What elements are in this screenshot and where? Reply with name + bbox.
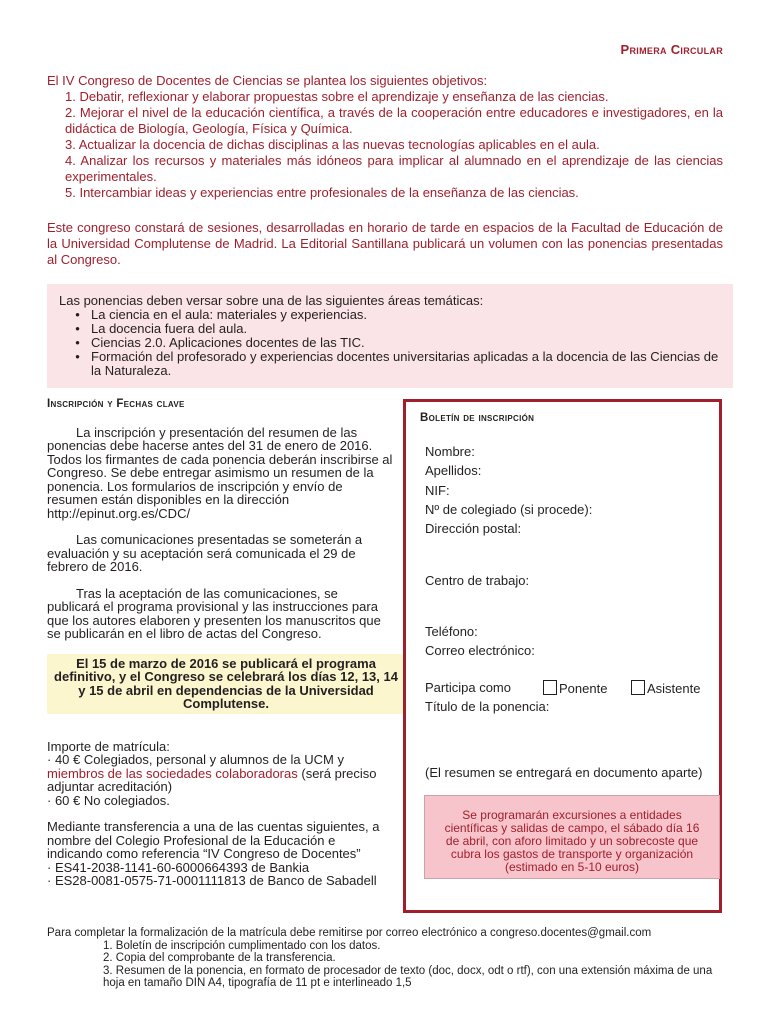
theme-item: • La docencia fuera del aula. bbox=[87, 322, 721, 336]
checkbox-speaker[interactable] bbox=[543, 680, 557, 695]
theme-item: • La ciencia en el aula: materiales y experiencias. bbox=[87, 308, 721, 322]
option-speaker[interactable] bbox=[543, 680, 607, 696]
field-name-label: Nombre: bbox=[425, 444, 475, 459]
field-workplace-label: Centro de trabajo: bbox=[425, 573, 530, 588]
summary-note: (El resumen se entregará en documento aparte) bbox=[425, 765, 703, 780]
field-address-label: Dirección postal: bbox=[425, 521, 522, 536]
registration-paragraph-1: La inscripción y presentación del resumen de las ponencias debe hacerse antes del 31 de enero de 2016. Todos los firmantes de cada ponencia deberán inscribirse al Congreso. Se debe entregar asimismo un resumen de la ponencia. Los formularios de inscripción y envío de resumen están disponibles en la dirección http://epinut.org.es/CDC/ bbox=[47, 424, 393, 521]
registration-form-box bbox=[403, 399, 722, 913]
form-title: Boletín de inscripción bbox=[420, 412, 535, 424]
themes-lead: Las ponencias deben versar sobre una de las siguientes áreas temáticas: bbox=[59, 293, 484, 308]
bank-account-2: · ES28-0081-0575-71-0001111813 de Banco de Sabadell bbox=[47, 873, 377, 888]
fee-colegiados-text: · 40 € Colegiados, personal y alumnos de la UCM y bbox=[47, 752, 344, 767]
objective-item: 4. Analizar los recursos y materiales más idóneos para implicar al alumnado en el aprendizaje de las ciencias experimentales. bbox=[65, 153, 723, 184]
footer-item: 2. Copia del comprobante de la transferencia. bbox=[103, 952, 336, 965]
registration-title: Inscripción y Fechas clave bbox=[47, 398, 185, 410]
fee-title: Importe de matrícula: bbox=[47, 738, 170, 754]
option-attendee-label: Asistente bbox=[647, 681, 701, 696]
objective-item: 1. Debatir, reflexionar y elaborar propuestas sobre el aprendizaje y enseñanza de las ciencias. bbox=[65, 89, 609, 104]
option-speaker-label: Ponente bbox=[559, 681, 608, 696]
theme-item: • Formación del profesorado y experiencias docentes universitarias aplicadas a la docencia de las Ciencias de la Naturaleza. bbox=[87, 350, 721, 378]
fee-no-colegiados: · 60 € No colegiados. bbox=[47, 792, 170, 808]
fee-societies-text: miembros de las sociedades colaboradoras bbox=[47, 765, 298, 781]
transfer-instructions: Mediante transferencia a una de las cuentas siguientes, a nombre del Colegio Profesional de la Educación e indicando como referencia “IV Congreso de Docentes” bbox=[47, 819, 380, 861]
page-header: Primera Circular bbox=[620, 42, 723, 57]
footer-list bbox=[47, 940, 737, 990]
objectives-lead: El IV Congreso de Docentes de Ciencias se plantea los siguientes objetivos: bbox=[47, 73, 488, 88]
fee-accreditation-text: (será preciso adjuntar acreditación) bbox=[47, 765, 377, 794]
objectives-list bbox=[47, 89, 723, 201]
themes-list bbox=[59, 308, 721, 378]
field-paper-title-label: Título de la ponencia: bbox=[425, 699, 550, 714]
excursion-notice: Se programarán excursiones a entidades científicas y salidas de campo, el sábado día 16 de abril, con aforo limitado y un sobrecoste que cubra los gastos de transporte y organización (estimado en 5-10 euros) bbox=[424, 795, 720, 879]
option-attendee[interactable] bbox=[631, 680, 700, 696]
theme-item: • Ciencias 2.0. Aplicaciones docentes de las TIC. bbox=[87, 336, 721, 350]
footer-lead: Para completar la formalización de la matrícula debe remitirse por correo electrónico a congreso.docentes@gmail.com bbox=[47, 927, 652, 939]
footer-item: 3. Resumen de la ponencia, en formato de procesador de texto (doc, docx, odt o rtf), con una extensión máxima de una hoja en tamaño DIN A4, tipografía de 11 pt e interlineado 1,5 bbox=[103, 964, 713, 990]
objectives-section bbox=[47, 73, 723, 201]
field-participate-label: Participa como bbox=[425, 680, 511, 695]
themes-box bbox=[47, 284, 733, 388]
field-surname-label: Apellidos: bbox=[425, 463, 482, 478]
field-nif-label: NIF: bbox=[425, 483, 450, 498]
objective-item: 2. Mejorar el nivel de la educación científica, a través de la cooperación entre educadores e investigadores, en la didáctica de Biología, Geología, Física y Química. bbox=[65, 105, 723, 136]
objective-item: 5. Intercambiar ideas y experiencias entre profesionales de la enseñanza de las ciencias. bbox=[65, 185, 579, 200]
key-dates-highlight: El 15 de marzo de 2016 se publicará el programa definitivo, y el Congreso se celebrará los días 12, 13, 14 y 15 de abril en dependencias de la Universidad Complutense. bbox=[47, 654, 405, 714]
field-college-number-label: Nº de colegiado (si procede): bbox=[425, 502, 593, 517]
registration-column bbox=[47, 398, 398, 888]
fee-colegiados bbox=[47, 753, 394, 794]
registration-paragraph-2: Las comunicaciones presentadas se someterán a evaluación y su aceptación será comunicada el 29 de febrero de 2016. bbox=[47, 532, 363, 574]
footer-item: 1. Boletín de inscripción cumplimentado con los datos. bbox=[103, 939, 381, 952]
footer-instructions bbox=[47, 927, 737, 990]
bank-account-1: · ES41-2038-1141-60-6000664393 de Bankia bbox=[47, 859, 310, 875]
intro-paragraph: Este congreso constará de sesiones, desarrolladas en horario de tarde en espacios de la Facultad de Educación de la Universidad Complutense de Madrid. La Editorial Santillana publicará un volumen con las ponencias presentadas al Congreso. bbox=[47, 220, 723, 267]
objective-item: 3. Actualizar la docencia de dichas disciplinas a las nuevas tecnologías aplicables en el aula. bbox=[65, 137, 600, 152]
registration-paragraph-3: Tras la aceptación de las comunicaciones, se publicará el programa provisional y las instrucciones para que los autores elaboren y presenten los manuscritos que se publicarán en el libro de actas del Congreso. bbox=[47, 585, 381, 641]
field-email-label: Correo electrónico: bbox=[425, 643, 535, 658]
field-phone-label: Teléfono: bbox=[425, 624, 478, 639]
checkbox-attendee[interactable] bbox=[631, 680, 645, 695]
